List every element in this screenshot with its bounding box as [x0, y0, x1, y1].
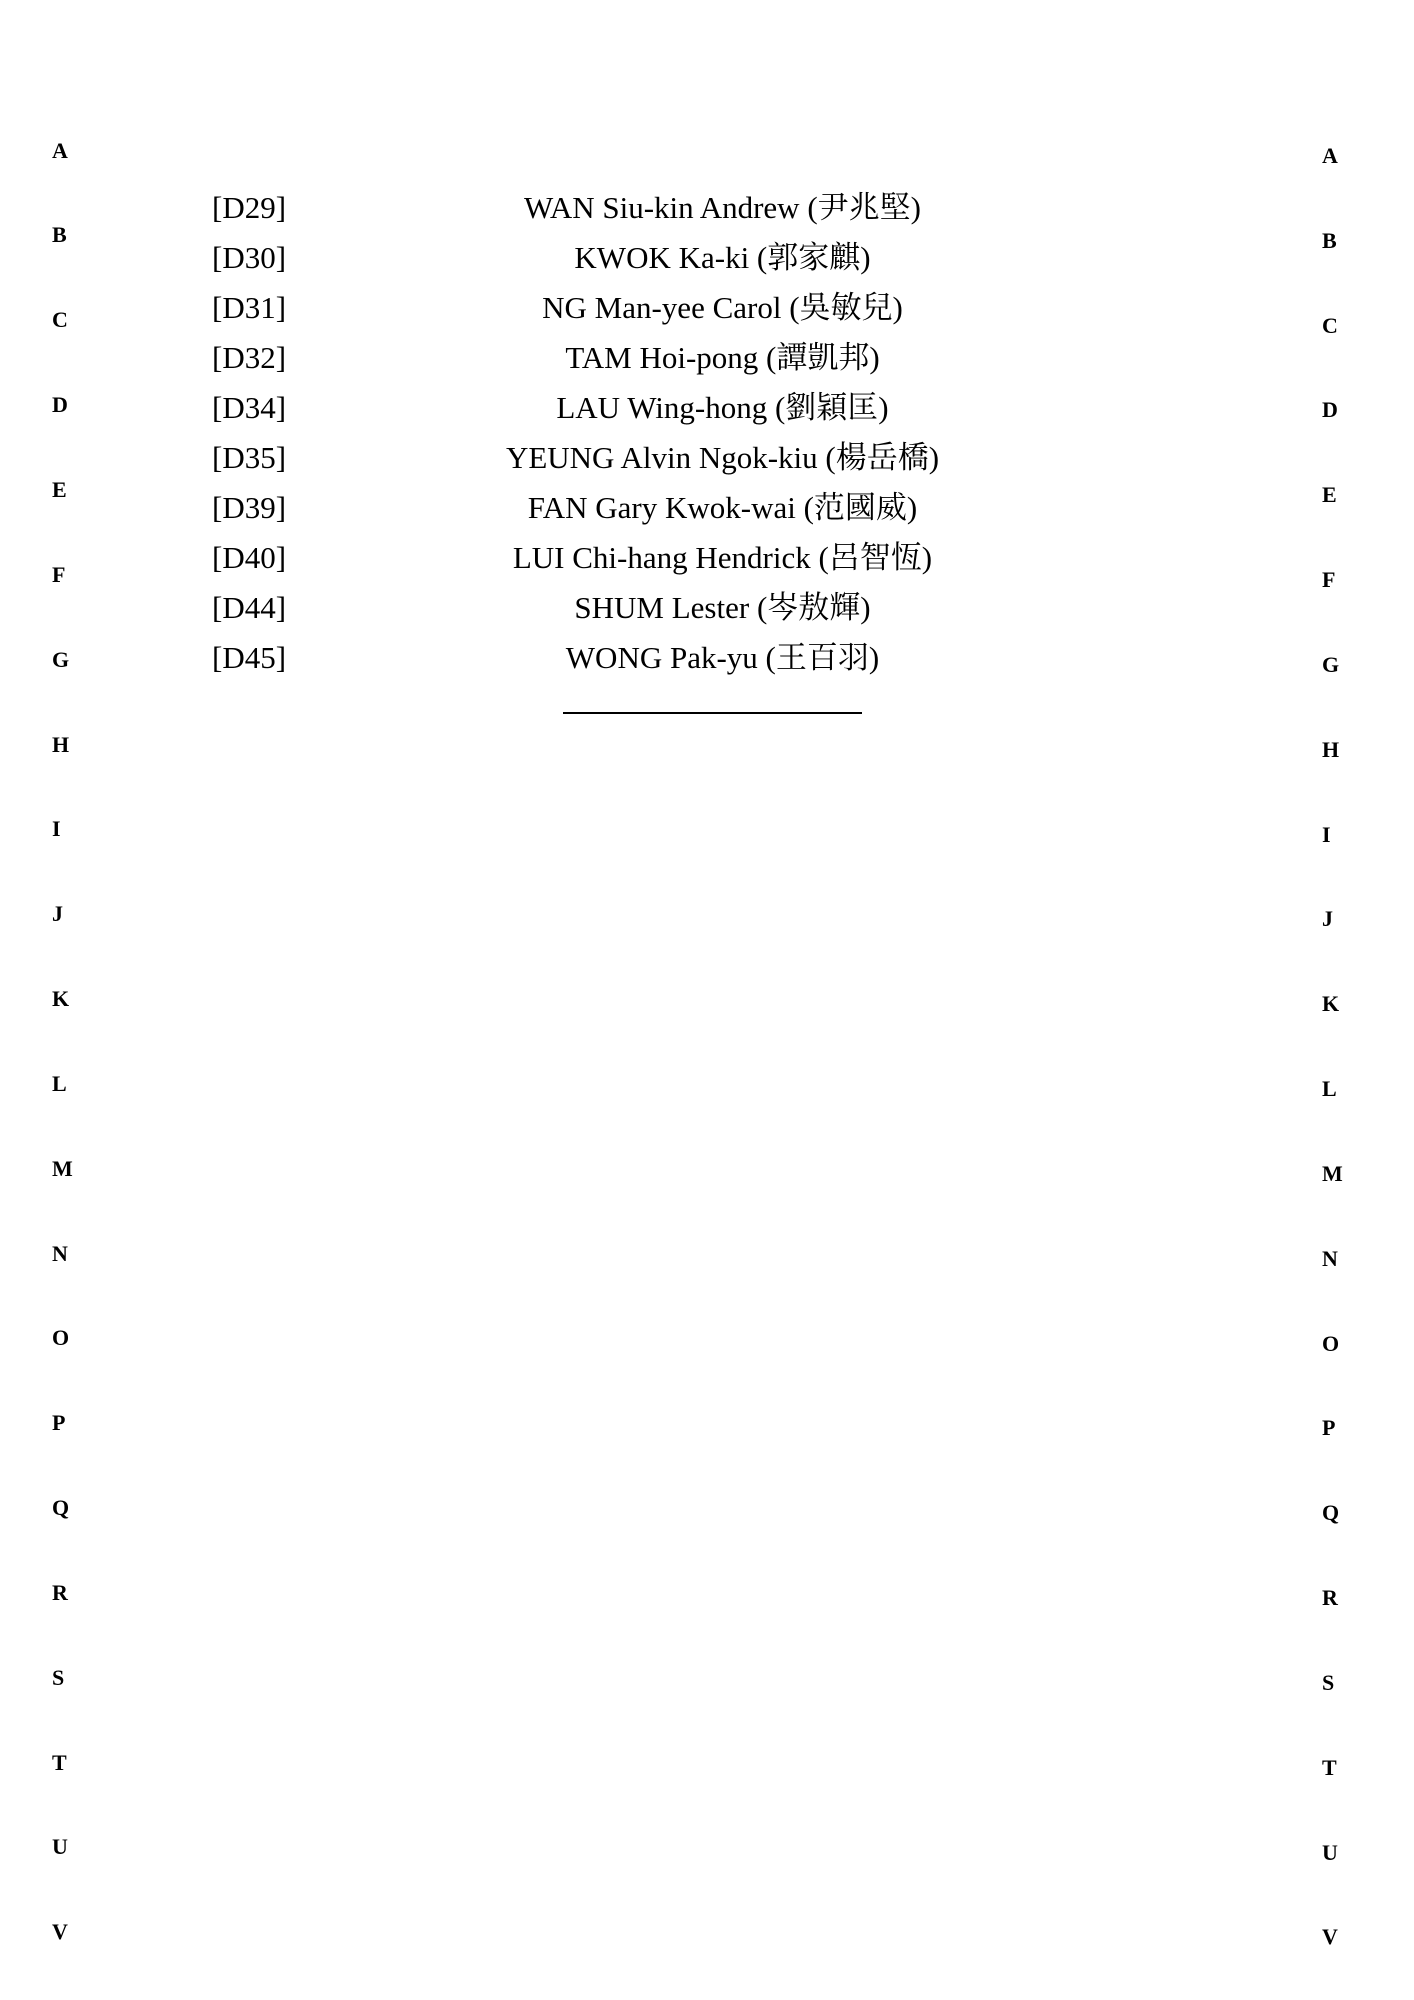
party-row — [212, 333, 1212, 383]
margin-letter-e: E — [1322, 482, 1337, 507]
margin-letter-p: P — [1322, 1415, 1336, 1440]
margin-letter-q: Q — [52, 1495, 70, 1520]
party-list — [212, 183, 1212, 683]
party-name: KWOK Ka-ki (郭家麒) — [574, 240, 871, 275]
party-code: [D39] — [212, 490, 287, 525]
margin-letter-k: K — [1322, 991, 1340, 1016]
party-row — [212, 533, 1212, 583]
right-margin-letters — [1322, 0, 1382, 2000]
margin-letter-o: O — [52, 1325, 70, 1350]
party-name: FAN Gary Kwok-wai (范國威) — [527, 490, 918, 525]
party-code: [D44] — [212, 590, 287, 625]
margin-letter-k: K — [52, 986, 70, 1011]
party-name: YEUNG Alvin Ngok-kiu (楊岳橋) — [505, 440, 940, 475]
party-row — [212, 483, 1212, 533]
margin-letter-c: C — [52, 307, 68, 332]
margin-letter-m: M — [52, 1156, 73, 1181]
party-code: [D45] — [212, 640, 287, 675]
margin-letter-a: A — [52, 138, 68, 163]
margin-letter-c: C — [1322, 313, 1338, 338]
margin-letter-t: T — [52, 1750, 67, 1775]
party-code: [D34] — [212, 390, 287, 425]
margin-letter-j: J — [52, 901, 63, 926]
margin-letter-t: T — [1322, 1755, 1337, 1780]
margin-letter-m: M — [1322, 1161, 1343, 1186]
left-margin-letters — [52, 0, 112, 2000]
margin-letter-i: I — [1322, 822, 1331, 847]
margin-letter-v: V — [1322, 1924, 1338, 1949]
margin-letter-r: R — [52, 1580, 68, 1605]
margin-letter-r: R — [1322, 1585, 1338, 1610]
party-code: [D30] — [212, 240, 287, 275]
margin-letter-u: U — [52, 1834, 68, 1859]
margin-letter-o: O — [1322, 1331, 1340, 1356]
margin-letter-q: Q — [1322, 1500, 1340, 1525]
margin-letter-v: V — [52, 1919, 68, 1944]
margin-letter-l: L — [1322, 1076, 1337, 1101]
margin-letter-n: N — [1322, 1246, 1338, 1271]
margin-letter-e: E — [52, 477, 67, 502]
margin-letter-s: S — [1322, 1670, 1335, 1695]
margin-letter-a: A — [1322, 143, 1338, 168]
party-code: [D31] — [212, 290, 287, 325]
margin-letter-j: J — [1322, 906, 1333, 931]
margin-letter-g: G — [52, 647, 70, 672]
margin-letter-b: B — [52, 222, 67, 247]
end-of-list-rule — [563, 712, 862, 714]
party-row — [212, 183, 1212, 233]
party-name: NG Man-yee Carol (吳敏兒) — [542, 290, 903, 325]
margin-letter-d: D — [1322, 397, 1338, 422]
margin-letter-d: D — [52, 392, 68, 417]
party-name: LAU Wing-hong (劉穎匡) — [556, 390, 889, 425]
party-code: [D29] — [212, 190, 287, 225]
party-row — [212, 283, 1212, 333]
party-name: SHUM Lester (岑敖輝) — [574, 590, 871, 625]
party-name: LUI Chi-hang Hendrick (呂智恆) — [512, 540, 933, 575]
party-name: WONG Pak-yu (王百羽) — [565, 640, 880, 675]
party-row — [212, 583, 1212, 633]
margin-letter-g: G — [1322, 652, 1340, 677]
margin-letter-f: F — [1322, 567, 1336, 592]
party-row — [212, 233, 1212, 283]
margin-letter-p: P — [52, 1410, 66, 1435]
party-code: [D35] — [212, 440, 287, 475]
margin-letter-n: N — [52, 1241, 68, 1266]
margin-letter-h: H — [52, 732, 70, 757]
party-code: [D32] — [212, 340, 287, 375]
margin-letter-s: S — [52, 1665, 65, 1690]
party-code: [D40] — [212, 540, 287, 575]
party-row — [212, 433, 1212, 483]
margin-letter-f: F — [52, 562, 66, 587]
party-name: TAM Hoi-pong (譚凱邦) — [565, 340, 880, 375]
margin-letter-i: I — [52, 816, 61, 841]
margin-letter-h: H — [1322, 737, 1340, 762]
party-row — [212, 383, 1212, 433]
margin-letter-b: B — [1322, 228, 1337, 253]
margin-letter-l: L — [52, 1071, 67, 1096]
party-row — [212, 633, 1212, 683]
margin-letter-u: U — [1322, 1840, 1338, 1865]
party-name: WAN Siu-kin Andrew (尹兆堅) — [524, 190, 921, 225]
